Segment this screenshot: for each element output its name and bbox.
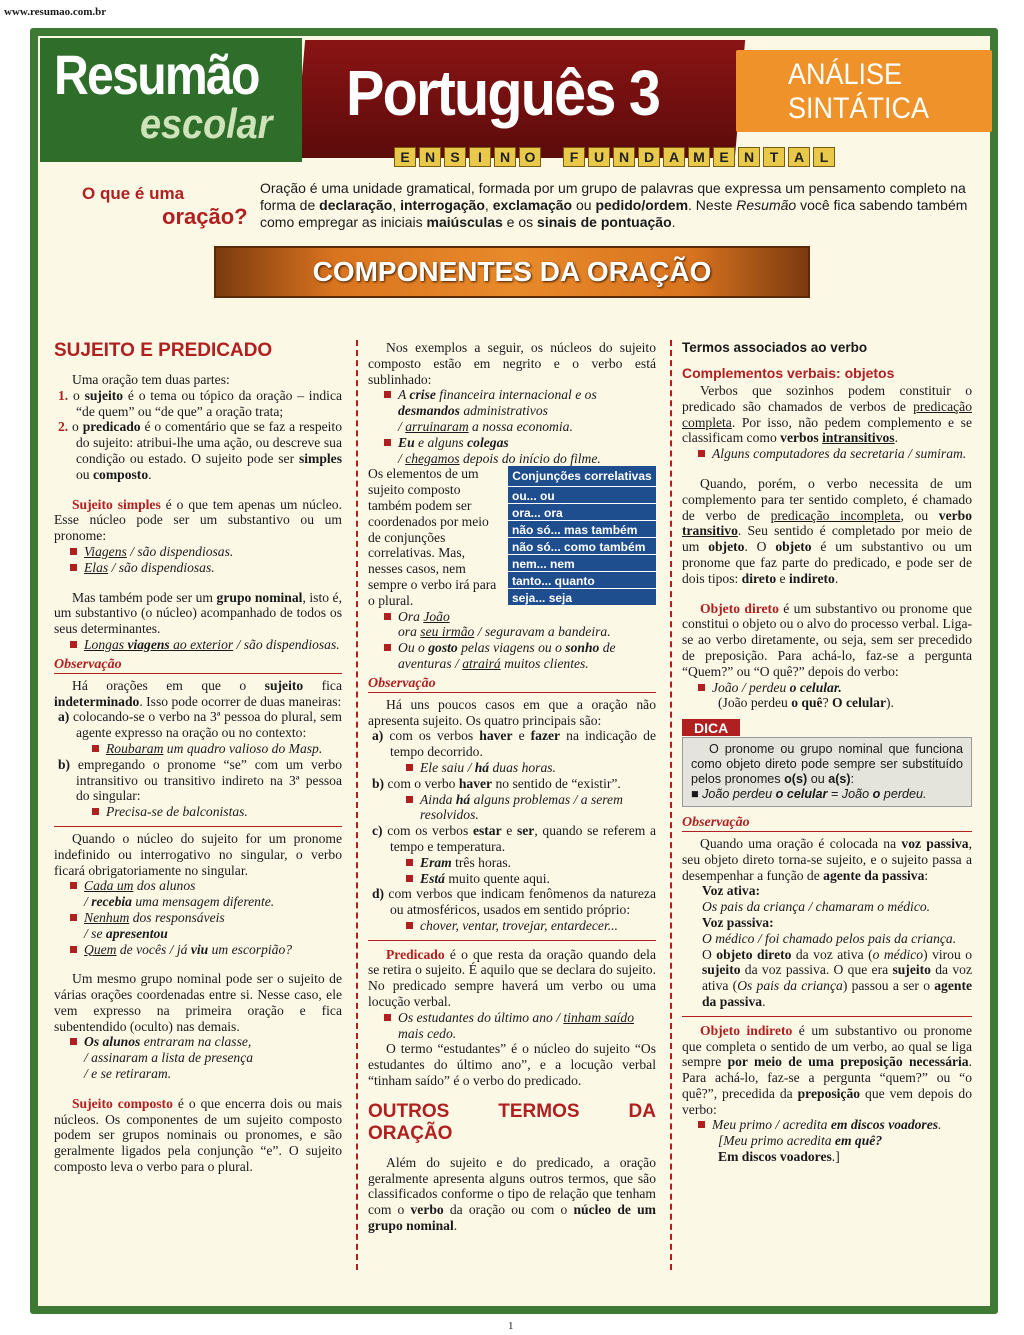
heading-termos-verbo: Termos associados ao verbo <box>682 340 868 355</box>
level-letter-tile: O <box>519 147 541 167</box>
level-letter-tile: N <box>419 147 441 167</box>
logo-line1: Resumão <box>54 43 259 106</box>
example: João / perdeu o celular. <box>682 680 972 696</box>
conjunction-item: não só... como também <box>508 537 656 554</box>
example-note: (João perdeu o quê? O celular). <box>718 695 894 711</box>
conjunctions-box <box>508 466 656 605</box>
voice-label: Voz passiva: <box>702 914 774 930</box>
paragraph: Um mesmo grupo nominal pode ser o sujeito de várias orações coordenadas entre si. Nesse caso, ele vem expresso na primeira oração e fica subentendido (oculto) nas demais. <box>54 971 342 1034</box>
level-letter-tile: S <box>444 147 466 167</box>
paragraph: Objeto indireto é um substantivo ou pronome que completa o sentido de um verbo, ao qual se liga sempre por meio de uma preposição necessária. Para achá-lo, faz-se a pergunta “quem?” ou “o quê?”, precedida da preposição que vem depois do verbo: <box>682 1022 973 1117</box>
example-note: [Meu primo acredita em quê? <box>718 1133 883 1149</box>
level-letter-tile: L <box>813 147 835 167</box>
site-url: www.resumao.com.br <box>4 6 107 18</box>
tip-body: O pronome ou grupo nominal que funciona como objeto direto pode sempre ser substituído pelos pronomes o(s) ou a(s): ■ João perdeu o celular = João o perdeu. <box>682 737 972 807</box>
logo <box>40 38 302 162</box>
page-number: 1 <box>508 1320 514 1332</box>
topic-badge <box>736 50 992 132</box>
column-3 <box>682 340 972 1165</box>
paragraph: Além do sujeito e do predicado, a oração geralmente apresenta alguns outros termos, que são classificados conforme o tipo de relação que tenham com o verbo da oração ou com o núcleo de um grupo nominal. <box>368 1154 656 1234</box>
observation-heading: Observação <box>682 815 972 832</box>
paragraph: Sujeito composto é o que encerra dois ou mais núcleos. Os componentes de um sujeito composto podem ser grupos nominais ou pronomes, e são geralmente ligados pela conjunção “e”. O sujeito composto leva o verbo para o plural. <box>54 1095 342 1175</box>
conjunction-item: ou... ou <box>508 486 656 503</box>
level-letter-tile: N <box>613 147 635 167</box>
intro-text: Oração é uma unidade gramatical, formada por um grupo de palavras que expressa um pensamento completo na forma de declaração, interrogação, exclamação ou pedido/ordem. Neste Resumão você fica sabendo também como empregar as iniciais maiúsculas e os sinais de pontuação. <box>260 180 968 230</box>
tip-box <box>682 719 972 807</box>
page-title: Português 3 <box>346 57 660 129</box>
topic-line1: ANÁLISE <box>788 58 903 91</box>
intro-question-line1: O que é uma <box>82 184 185 203</box>
example: Ele saiu / há duas horas. <box>368 760 656 776</box>
heading-sujeito-predicado: SUJEITO E PREDICADO <box>54 340 273 361</box>
example: Ou o gosto pelas viagens ou o sonho de aventuras / atrairá muitos clientes. <box>368 640 656 672</box>
list-item: a) colocando-se o verbo na 3ª pessoa do plural, sem agente expresso na oração ou no contexto: <box>58 709 342 741</box>
level-tile-gap <box>544 147 560 167</box>
paragraph: Predicado é o que resta da oração quando dela se retira o sujeito. É aquilo que se declara do sujeito. No predicado sempre haverá um verbo ou uma locução verbal. <box>368 946 656 1010</box>
level-letter-tile: I <box>469 147 491 167</box>
example-note: Em discos voadores.] <box>718 1149 840 1165</box>
level-letter-tile: M <box>688 147 710 167</box>
voice-example: O médico / foi chamado pelos pais da criança. <box>702 930 957 946</box>
section-banner: COMPONENTES DA ORAÇÃO <box>214 246 810 298</box>
voice-example: Os pais da criança / chamaram o médico. <box>702 899 931 915</box>
list-item: b) com o verbo haver no sentido de “existir”. <box>372 775 621 791</box>
conjunction-item: ora... ora <box>508 503 656 520</box>
level-letter-tile: A <box>788 147 810 167</box>
column-divider <box>670 340 672 1270</box>
conjunction-item: seja... seja <box>508 588 656 605</box>
paragraph: Quando o núcleo do sujeito for um pronome indefinido ou interrogativo no singular, o verbo ficará obrigatoriamente no singular. <box>54 830 342 878</box>
level-letter-tile: A <box>663 147 685 167</box>
example: Viagens / são dispendiosas. <box>54 544 342 560</box>
list-item: 2. o predicado é o comentário que se faz a respeito do sujeito: atribui-lhe uma ação, ou descreve sua condição ou estado. O sujeito pode ser simples ou composto. <box>58 419 342 482</box>
paragraph: Mas também pode ser um grupo nominal, isto é, um substantivo (o núcleo) acompanhado de todos os seus determinantes. <box>54 589 342 637</box>
example: Os estudantes do último ano / tinham saído mais cedo. <box>368 1010 656 1042</box>
paragraph: Os elementos de um sujeito composto também podem ser coordenados por meio de conjunções correlativas. Mas, nesses casos, nem sempre o verbo irá para o plural. <box>368 466 497 608</box>
example: Está muito quente aqui. <box>368 871 656 887</box>
example: Nenhum dos responsáveis / se apresentou <box>54 910 342 942</box>
example: Precisa-se de balconistas. <box>54 804 342 820</box>
list-item: d) com verbos que indicam fenômenos da natureza ou atmosféricos, usados em sentido próprio: <box>372 886 656 918</box>
example: Quem de vocês / já viu um escorpião? <box>54 942 342 958</box>
paragraph: Verbos que sozinhos podem constituir o predicado são chamados de verbos de predicação completa. Por isso, não pedem complemento e se classificam como verbos intransitivos. <box>682 383 972 446</box>
level-letter-tile: F <box>563 147 585 167</box>
topic-line2: SINTÁTICA <box>788 92 930 125</box>
list-item: a) com os verbos haver e fazer na indicação de tempo decorrido. <box>372 728 656 760</box>
list-item: b) empregando o pronome “se” com um verbo intransitivo ou transitivo indireto na 3ª pessoa do singular: <box>58 756 342 804</box>
list-item: c) com os verbos estar e ser, quando se referem a tempo e temperatura. <box>372 823 657 854</box>
example: chover, ventar, trovejar, entardecer... <box>368 918 656 934</box>
example: Ora João ora seu irmão / seguravam a bandeira. <box>368 609 656 641</box>
list-item: 1. o sujeito é o tema ou tópico da oração – indica “de quem” ou “de que” a oração trata; <box>58 387 343 419</box>
voice-label: Voz ativa: <box>702 883 761 899</box>
column-divider <box>356 340 358 1270</box>
conjunction-item: não só... mas também <box>508 520 656 537</box>
conjunction-item: nem... nem <box>508 554 656 571</box>
level-letter-tile: E <box>713 147 735 167</box>
conjunction-item: tanto... quanto <box>508 571 656 588</box>
paragraph: Nos exemplos a seguir, os núcleos do sujeito composto estão em negrito e o verbo está sublinhado: <box>368 340 656 387</box>
column-1 <box>54 340 342 1175</box>
paragraph: O objeto direto da voz ativa (o médico) virou o sujeito da voz passiva. O que era sujeito da voz ativa (Os pais da criança) passou a ser o agente da passiva. <box>702 946 973 1009</box>
tip-title: DICA <box>682 719 740 736</box>
level-letter-tile: T <box>763 147 785 167</box>
example: Roubaram um quadro valioso do Masp. <box>54 741 342 757</box>
column-2 <box>368 340 656 1234</box>
observation-heading: Observação <box>54 657 342 674</box>
conjunctions-title: Conjunções correlativas <box>512 469 652 484</box>
observation-heading: Observação <box>368 676 656 693</box>
paragraph: Uma oração tem duas partes: <box>72 372 230 387</box>
example: Cada um dos alunos / recebia uma mensagem diferente. <box>54 878 342 910</box>
intro-question-line2: oração? <box>162 204 248 229</box>
paragraph: Há orações em que o sujeito fica indeterminado. Isso pode ocorrer de duas maneiras: <box>54 677 342 709</box>
level-letter-tile: N <box>738 147 760 167</box>
example: A crise financeira internacional e os desmandos administrativos / arruinaram a nossa economia. <box>368 387 656 434</box>
level-tiles <box>394 147 835 167</box>
paragraph: Objeto direto é um substantivo ou pronome que constitui o objeto ou o alvo do processo verbal. Liga-se ao verbo diretamente, ou seja, sem ser precedido de preposição. Para achá-lo, faz-se a pergunta “Quem?” ou “O quê?” depois do verbo: <box>682 600 972 679</box>
example: Os alunos entraram na classe, / assinaram a lista de presença / e se retiraram. <box>54 1034 342 1081</box>
example: Longas viagens ao exterior / são dispendiosas. <box>54 637 342 653</box>
paragraph: Quando uma oração é colocada na voz passiva, seu objeto direto torna-se sujeito, e o sujeito passa a desempenhar a função de agente da passiva: <box>682 835 972 883</box>
level-letter-tile: D <box>638 147 660 167</box>
example: Ainda há alguns problemas / a serem resolvidos. <box>368 792 656 824</box>
example: Eu e alguns colegas / chegamos depois do início do filme. <box>368 435 656 467</box>
example: Elas / são dispendiosas. <box>54 560 342 576</box>
level-letter-tile: N <box>494 147 516 167</box>
example: Alguns computadores da secretaria / sumiram. <box>682 446 972 462</box>
example: Meu primo / acredita em discos voadores. <box>682 1117 972 1133</box>
paragraph: Há uns poucos casos em que a oração não apresenta sujeito. Os quatro principais são: <box>368 696 656 728</box>
logo-line2: escolar <box>140 100 273 147</box>
heading-complementos: Complementos verbais: objetos <box>682 365 895 381</box>
paragraph: O termo “estudantes” é o núcleo do sujeito “Os estudantes do último ano”, e a locução verbal “tinham saído” é o verbo do predicado. <box>368 1041 656 1089</box>
paragraph: Quando, porém, o verbo necessita de um complemento para ter sentido completo, é chamado de verbo de predicação incompleta, ou verbo transitivo. Seu sentido é completado por meio de um objeto. O objeto é um substantivo ou um pronome que faz parte do predicado, e pode ser de dois tipos: direto e indireto. <box>682 475 972 586</box>
level-letter-tile: E <box>394 147 416 167</box>
paragraph: Sujeito simples é o que tem apenas um núcleo. Esse núcleo pode ser um substantivo ou um pronome: <box>54 496 342 544</box>
example: Eram três horas. <box>368 855 656 871</box>
heading-outros-termos: OUTROS TERMOS DA ORAÇÃO <box>368 1100 656 1144</box>
level-letter-tile: U <box>588 147 610 167</box>
